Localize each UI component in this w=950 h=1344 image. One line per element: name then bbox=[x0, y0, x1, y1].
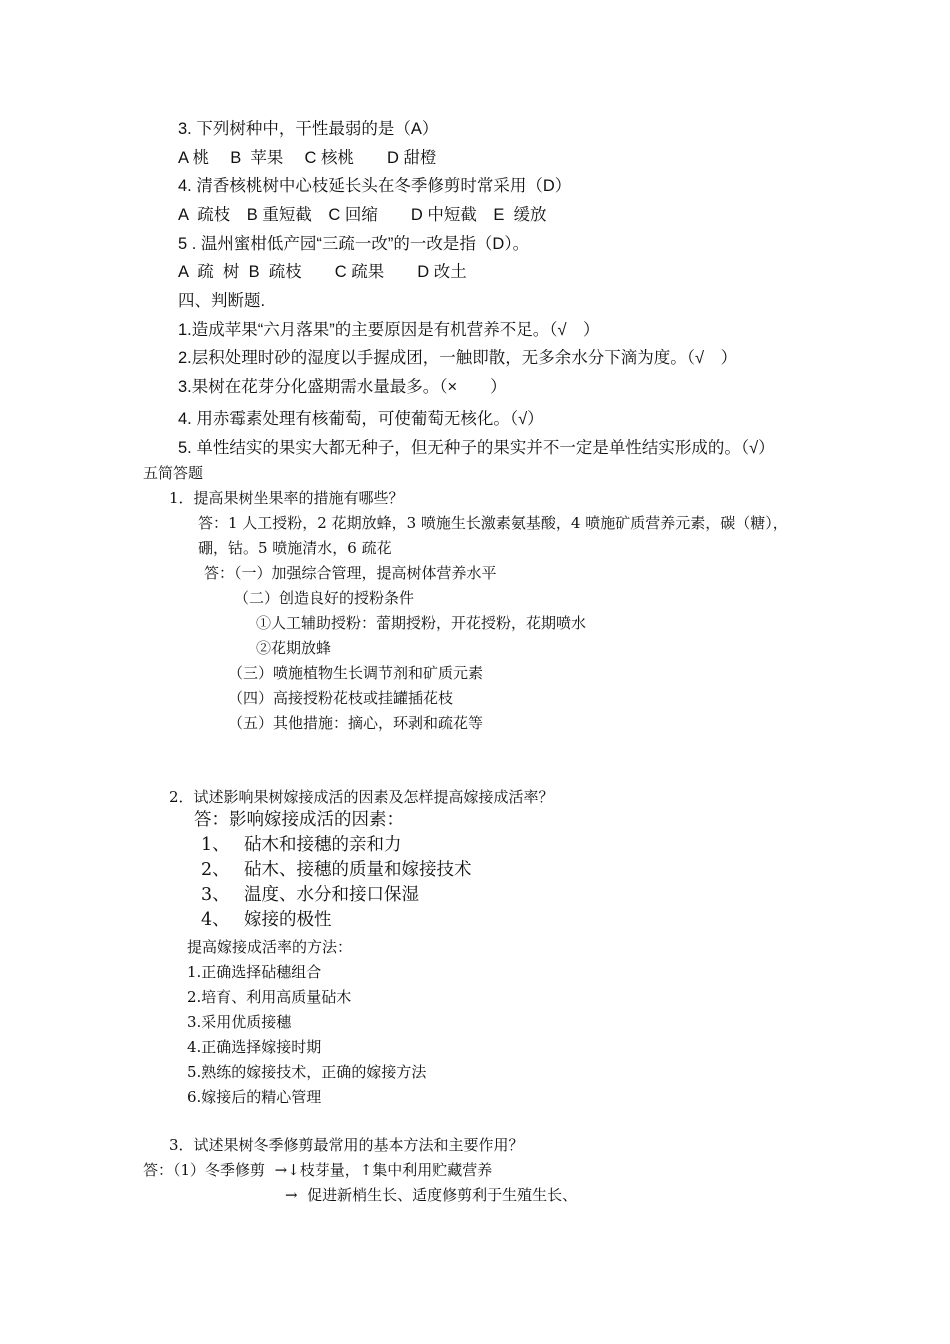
question-3: 3. 下列树种中，干性最弱的是（A） bbox=[178, 120, 439, 138]
short-answer-2-factor-3: 3、 温度、水分和接口保湿 bbox=[201, 885, 419, 905]
short-answer-2-method-5: 5.熟练的嫁接技术，正确的嫁接方法 bbox=[187, 1063, 427, 1081]
question-5: 5 . 温州蜜柑低产园“三疏一改”的一改是指（D）。 bbox=[178, 235, 530, 253]
short-answer-1-alt-2: （二）创造良好的授粉条件 bbox=[234, 589, 415, 607]
short-answer-1-alt-4: （四）高接授粉花枝或挂罐插花枝 bbox=[228, 689, 454, 707]
short-answer-2-factor-2: 2、 砧木、接穗的质量和嫁接技术 bbox=[201, 860, 472, 880]
short-answer-3-line-2: → 促进新梢生长、适度修剪利于生殖生长、 bbox=[285, 1186, 578, 1204]
question-3-options: A 桃 B 苹果 C 核桃 D 甜橙 bbox=[178, 149, 437, 167]
question-4: 4. 清香核桃树中心枝延长头在冬季修剪时常采用（D） bbox=[178, 177, 572, 195]
short-answer-1-alt-2b: ②花期放蜂 bbox=[256, 639, 332, 657]
short-question-3: 3．试述果树冬季修剪最常用的基本方法和主要作用？ bbox=[169, 1136, 524, 1154]
short-answer-2-factor-1: 1、 砧木和接穗的亲和力 bbox=[201, 835, 402, 855]
short-answer-2-methods-heading: 提高嫁接成活率的方法： bbox=[187, 938, 353, 956]
short-answer-1-line-2: 硼，钴。5 喷施清水，6 疏花 bbox=[198, 539, 392, 557]
short-answer-1-alt: 答：（一）加强综合管理，提高树体营养水平 bbox=[204, 564, 497, 582]
short-question-2: 2．试述影响果树嫁接成活的因素及怎样提高嫁接成活率？ bbox=[169, 788, 554, 806]
judge-heading: 四、判断题. bbox=[178, 292, 266, 310]
short-answer-2-method-1: 1.正确选择砧穗组合 bbox=[187, 963, 322, 981]
question-4-options: A 疏枝 B 重短截 C 回缩 D 中短截 E 缓放 bbox=[178, 206, 547, 224]
short-answer-3-line-1: 答：（1）冬季修剪 →↓枝芽量，↑集中利用贮藏营养 bbox=[143, 1161, 493, 1179]
short-heading: 五简答题 bbox=[143, 464, 204, 482]
short-answer-1-alt-3: （三）喷施植物生长调节剂和矿质元素 bbox=[228, 664, 484, 682]
judge-item-2: 2.层积处理时砂的湿度以手握成团，一触即散，无多余水分下滴为度。（√ ） bbox=[178, 349, 738, 367]
short-question-1: 1．提高果树坐果率的措施有哪些？ bbox=[169, 489, 404, 507]
question-5-options: A 疏 树 B 疏枝 C 疏果 D 改土 bbox=[178, 263, 467, 281]
short-answer-2-factor-4: 4、 嫁接的极性 bbox=[201, 910, 332, 930]
short-answer-1-line-1: 答：1 人工授粉，2 花期放蜂，3 喷施生长激素氨基酸，4 喷施矿质营养元素，碳（糖）， bbox=[198, 514, 788, 532]
short-answer-2-method-6: 6.嫁接后的精心管理 bbox=[187, 1088, 322, 1106]
judge-item-5: 5. 单性结实的果实大都无种子，但无种子的果实并不一定是单性结实形成的。（√） bbox=[178, 439, 775, 457]
short-answer-2-intro: 答：影响嫁接成活的因素： bbox=[194, 810, 404, 830]
short-answer-2-method-4: 4.正确选择嫁接时期 bbox=[187, 1038, 322, 1056]
judge-item-1: 1.造成苹果“六月落果”的主要原因是有机营养不足。（√ ） bbox=[178, 321, 600, 339]
short-answer-2-method-2: 2.培育、利用高质量砧木 bbox=[187, 988, 352, 1006]
short-answer-1-alt-5: （五）其他措施：摘心，环剥和疏花等 bbox=[228, 714, 484, 732]
short-answer-2-method-3: 3.采用优质接穗 bbox=[187, 1013, 292, 1031]
judge-item-4: 4. 用赤霉素处理有核葡萄，可使葡萄无核化。（√） bbox=[178, 410, 544, 428]
short-answer-1-alt-2a: ①人工辅助授粉：蕾期授粉，开花授粉，花期喷水 bbox=[256, 614, 587, 632]
judge-item-3: 3.果树在花芽分化盛期需水量最多。（× ） bbox=[178, 378, 507, 396]
